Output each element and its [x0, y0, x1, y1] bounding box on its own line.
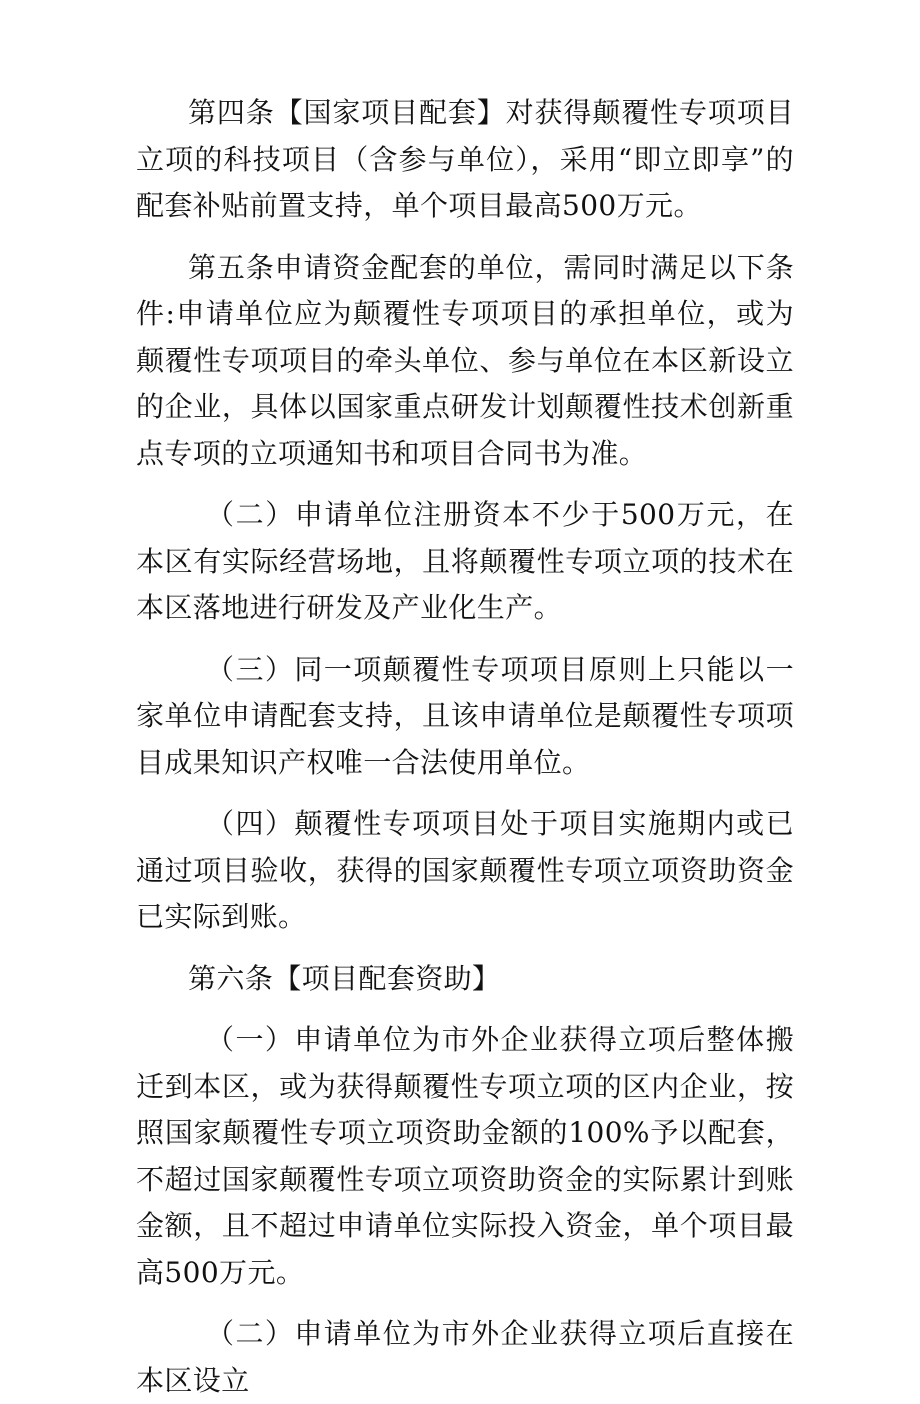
- article-6-heading: 第六条【项目配套资助】: [188, 961, 501, 995]
- article-5-item-3: （三）同一项颠覆性专项项目原则上只能以一家单位申请配套支持，且该申请单位是颠覆性专项项目成果知识产权唯一合法使用单位。: [136, 652, 794, 779]
- article-5-paragraph: 第五条申请资金配套的单位，需同时满足以下条件:申请单位应为颠覆性专项项目的承担单位，或为颠覆性专项项目的牵头单位、参与单位在本区新设立的企业，具体以国家重点研发计划颠覆性技术创新重点专项的立项通知书和项目合同书为准。: [136, 250, 794, 470]
- article-6-item-1: （一）申请单位为市外企业获得立项后整体搬迁到本区，或为获得颠覆性专项立项的区内企业，按照国家颠覆性专项立项资助金额的100%予以配套，不超过国家颠覆性专项立项资助资金的实际累计到账金额，且不超过申请单位实际投入资金，单个项目最高500万元。: [136, 1023, 794, 1289]
- article-5-item-4: （四）颠覆性专项项目处于项目实施期内或已通过项目验收，获得的国家颠覆性专项立项资助资金已实际到账。: [136, 807, 794, 933]
- article-5-item-2: （二）申请单位注册资本不少于500万元，在本区有实际经营场地，且将颠覆性专项立项的技术在本区落地进行研发及产业化生产。: [136, 498, 794, 624]
- article-4-paragraph: 第四条【国家项目配套】对获得颠覆性专项项目立项的科技项目（含参与单位），采用“即立即享”的配套补贴前置支持，单个项目最高500万元。: [136, 96, 794, 222]
- article-6-item-2: （二）申请单位为市外企业获得立项后直接在本区设立: [136, 1317, 794, 1397]
